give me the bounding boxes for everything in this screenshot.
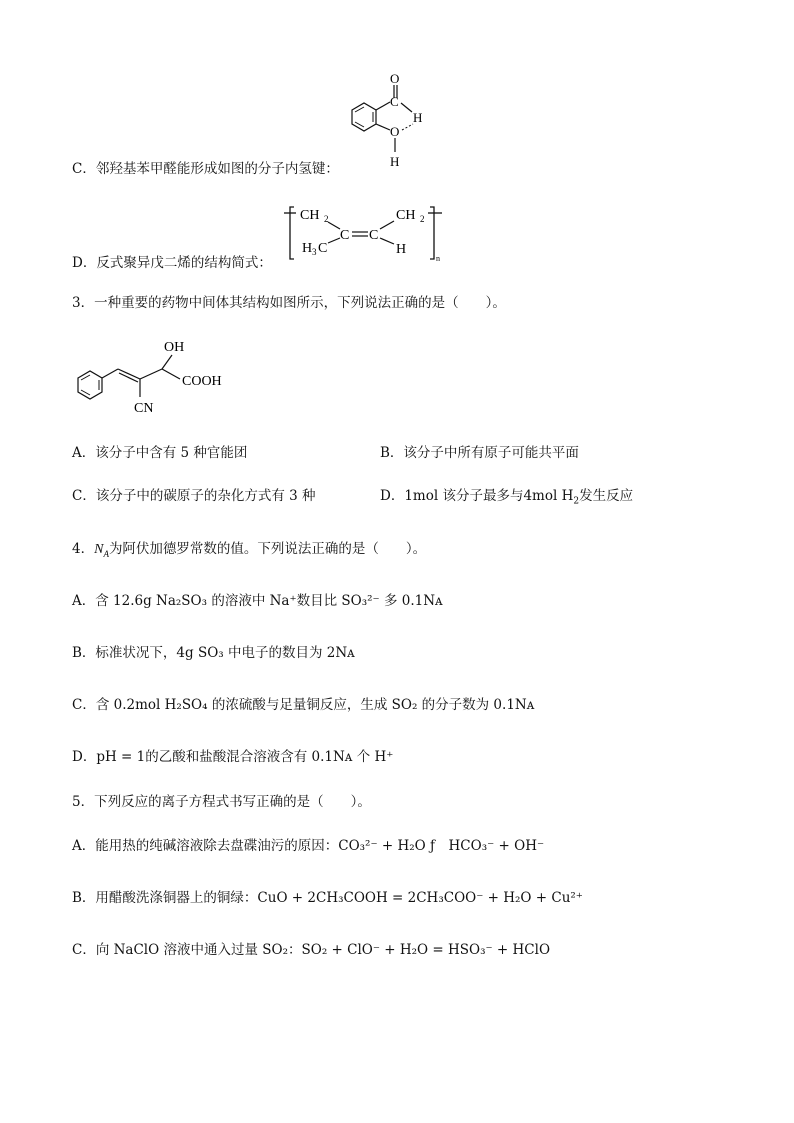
q3-option-d	[380, 487, 633, 505]
molecule-figure	[72, 333, 247, 418]
polyisoprene-figure	[282, 203, 447, 265]
q4-option-b: B．标准状况下，4g SO₃ 中电子的数目为 2Nᴀ	[72, 645, 355, 661]
hydroxyl-h: H	[390, 154, 400, 169]
ch2-right: CH	[396, 208, 416, 223]
q4-stem-text: 为阿伏加德罗常数的值。下列说法正确的是（ ）。	[108, 541, 427, 557]
c-center-1: C	[340, 228, 350, 243]
cooh-group: COOH	[182, 374, 222, 389]
q5-stem: 5．下列反应的离子方程式书写正确的是（ ）。	[72, 794, 371, 810]
q5-option-a: A．能用热的纯碱溶液除去盘碟油污的原因：CO₃²⁻ + H₂O ƒ HCO₃⁻ + OH⁻	[72, 838, 545, 854]
q3-d-pre: D．1mol 该分子最多与4mol H	[380, 488, 574, 504]
salicylaldehyde-figure	[344, 70, 434, 175]
q4-num: 4．	[72, 541, 95, 557]
q3-stem: 3．一种重要的药物中间体其结构如图所示，下列说法正确的是（ ）。	[72, 295, 506, 311]
q4-option-c: C．含 0.2mol H₂SO₄ 的浓硫酸与足量铜反应，生成 SO₂ 的分子数为 0.1Nᴀ	[72, 697, 535, 713]
cn-group: CN	[134, 401, 154, 416]
aldehyde-h: H	[413, 110, 423, 125]
q4-na: $N_A$	[94, 542, 109, 559]
sub-2a: 2	[324, 214, 329, 224]
h3c-group: H	[302, 241, 313, 256]
q4-option-a: A．含 12.6g Na₂SO₃ 的溶液中 Na⁺数目比 SO₃²⁻ 多 0.1Nᴀ	[72, 593, 443, 609]
q3-option-a: A．该分子中含有 5 种官能团	[72, 445, 248, 461]
q2-option-c: C．邻羟基苯甲醛能形成如图的分子内氢键：	[72, 161, 339, 177]
q4-stem	[72, 540, 426, 559]
q3-option-b: B．该分子中所有原子可能共平面	[380, 445, 579, 461]
sub-2b: 2	[420, 214, 425, 224]
hydroxyl-o: O	[390, 124, 400, 139]
aldehyde-c: C	[390, 94, 399, 109]
q5-option-b: B．用醋酸洗涤铜器上的铜绿：CuO + 2CH₃COOH = 2CH₃COO⁻ + H₂O + Cu²⁺	[72, 890, 583, 906]
q3-d-sub: 2	[573, 496, 580, 507]
q2-option-d: D．反式聚异戊二烯的结构简式：	[72, 255, 272, 271]
ch2-left: CH	[300, 208, 320, 223]
q5-option-c: C．向 NaClO 溶液中通入过量 SO₂：SO₂ + ClO⁻ + H₂O = HSO₃⁻ + HClO	[72, 942, 551, 958]
q3-d-post: 发生反应	[579, 488, 634, 504]
q4-option-d: D．pH = 1的乙酸和盐酸混合溶液含有 0.1Nᴀ 个 H⁺	[72, 749, 394, 765]
h3c-c: C	[318, 241, 328, 256]
repeat-n: n	[436, 254, 440, 263]
sub-3: 3	[312, 247, 317, 257]
h-atom: H	[396, 242, 407, 257]
aldehyde-o: O	[390, 71, 400, 86]
oh-group: OH	[164, 340, 185, 355]
c-center-2: C	[369, 228, 379, 243]
q3-option-c: C．该分子中的碳原子的杂化方式有 3 种	[72, 488, 316, 504]
